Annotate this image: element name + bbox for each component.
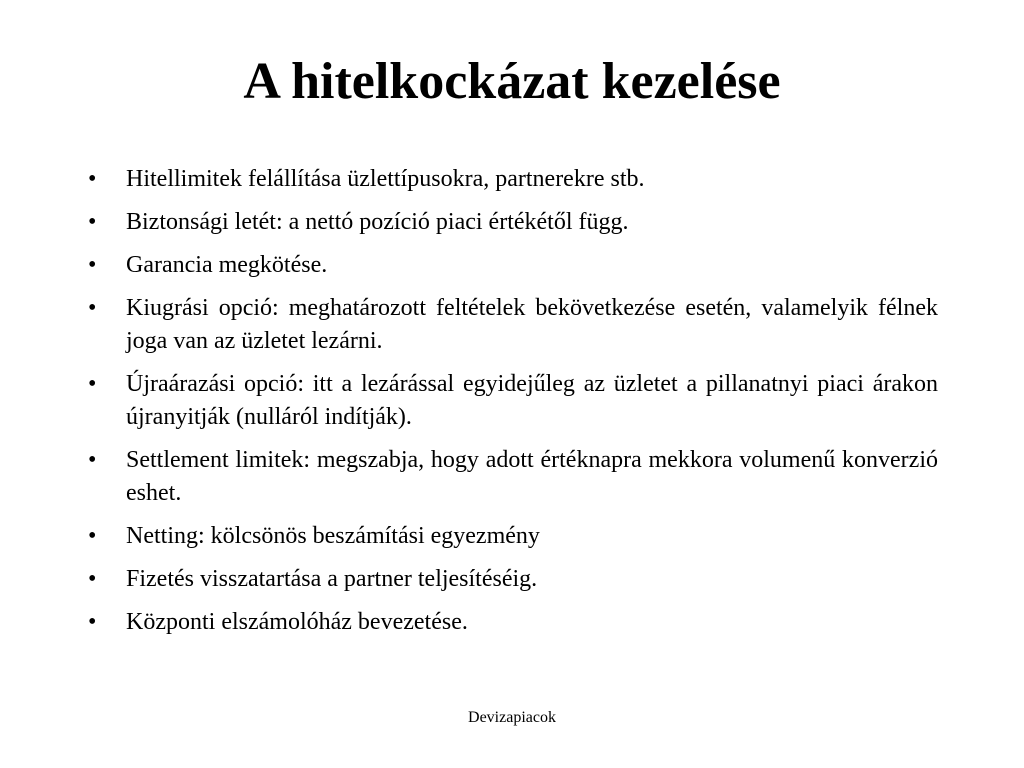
bullet-item — [88, 249, 938, 282]
bullet-icon: • — [88, 447, 97, 473]
slide-title: A hitelkockázat kezelése — [243, 53, 781, 110]
bullet-icon: • — [88, 252, 97, 278]
bullet-text: Újraárazási opció: itt a lezárással egyidejűleg az üzletet a pillanatnyi piaci árakon újranyitják (nulláról indítják). — [126, 371, 938, 430]
bullet-text: Központi elszámolóház bevezetése. — [126, 609, 468, 635]
bullet-icon: • — [88, 295, 97, 321]
bullet-item — [88, 563, 938, 596]
bullet-text: Garancia megkötése. — [126, 252, 328, 278]
bullet-item — [88, 292, 938, 358]
bullet-item — [88, 206, 938, 239]
bullet-icon: • — [88, 609, 97, 635]
bullet-icon: • — [88, 209, 97, 235]
bullet-list — [88, 163, 938, 649]
bullet-text: Kiugrási opció: meghatározott feltételek bekövetkezése esetén, valamelyik félnek joga van az üzletet lezárni. — [126, 295, 938, 354]
bullet-item — [88, 163, 938, 196]
bullet-item — [88, 606, 938, 639]
bullet-item — [88, 444, 938, 510]
bullet-text: Fizetés visszatartása a partner teljesítéséig. — [126, 566, 538, 592]
bullet-icon: • — [88, 566, 97, 592]
bullet-icon: • — [88, 371, 97, 397]
bullet-text: Biztonsági letét: a nettó pozíció piaci értékétől függ. — [126, 209, 629, 235]
bullet-item — [88, 368, 938, 434]
bullet-icon: • — [88, 166, 97, 192]
bullet-item — [88, 520, 938, 553]
bullet-text: Netting: kölcsönös beszámítási egyezmény — [126, 523, 540, 549]
bullet-icon: • — [88, 523, 97, 549]
bullet-text: Hitellimitek felállítása üzlettípusokra, partnerekre stb. — [126, 166, 645, 192]
slide-footer: Devizapiacok — [468, 709, 556, 726]
bullet-text: Settlement limitek: megszabja, hogy adott értéknapra mekkora volumenű konverzió eshet. — [126, 447, 938, 506]
